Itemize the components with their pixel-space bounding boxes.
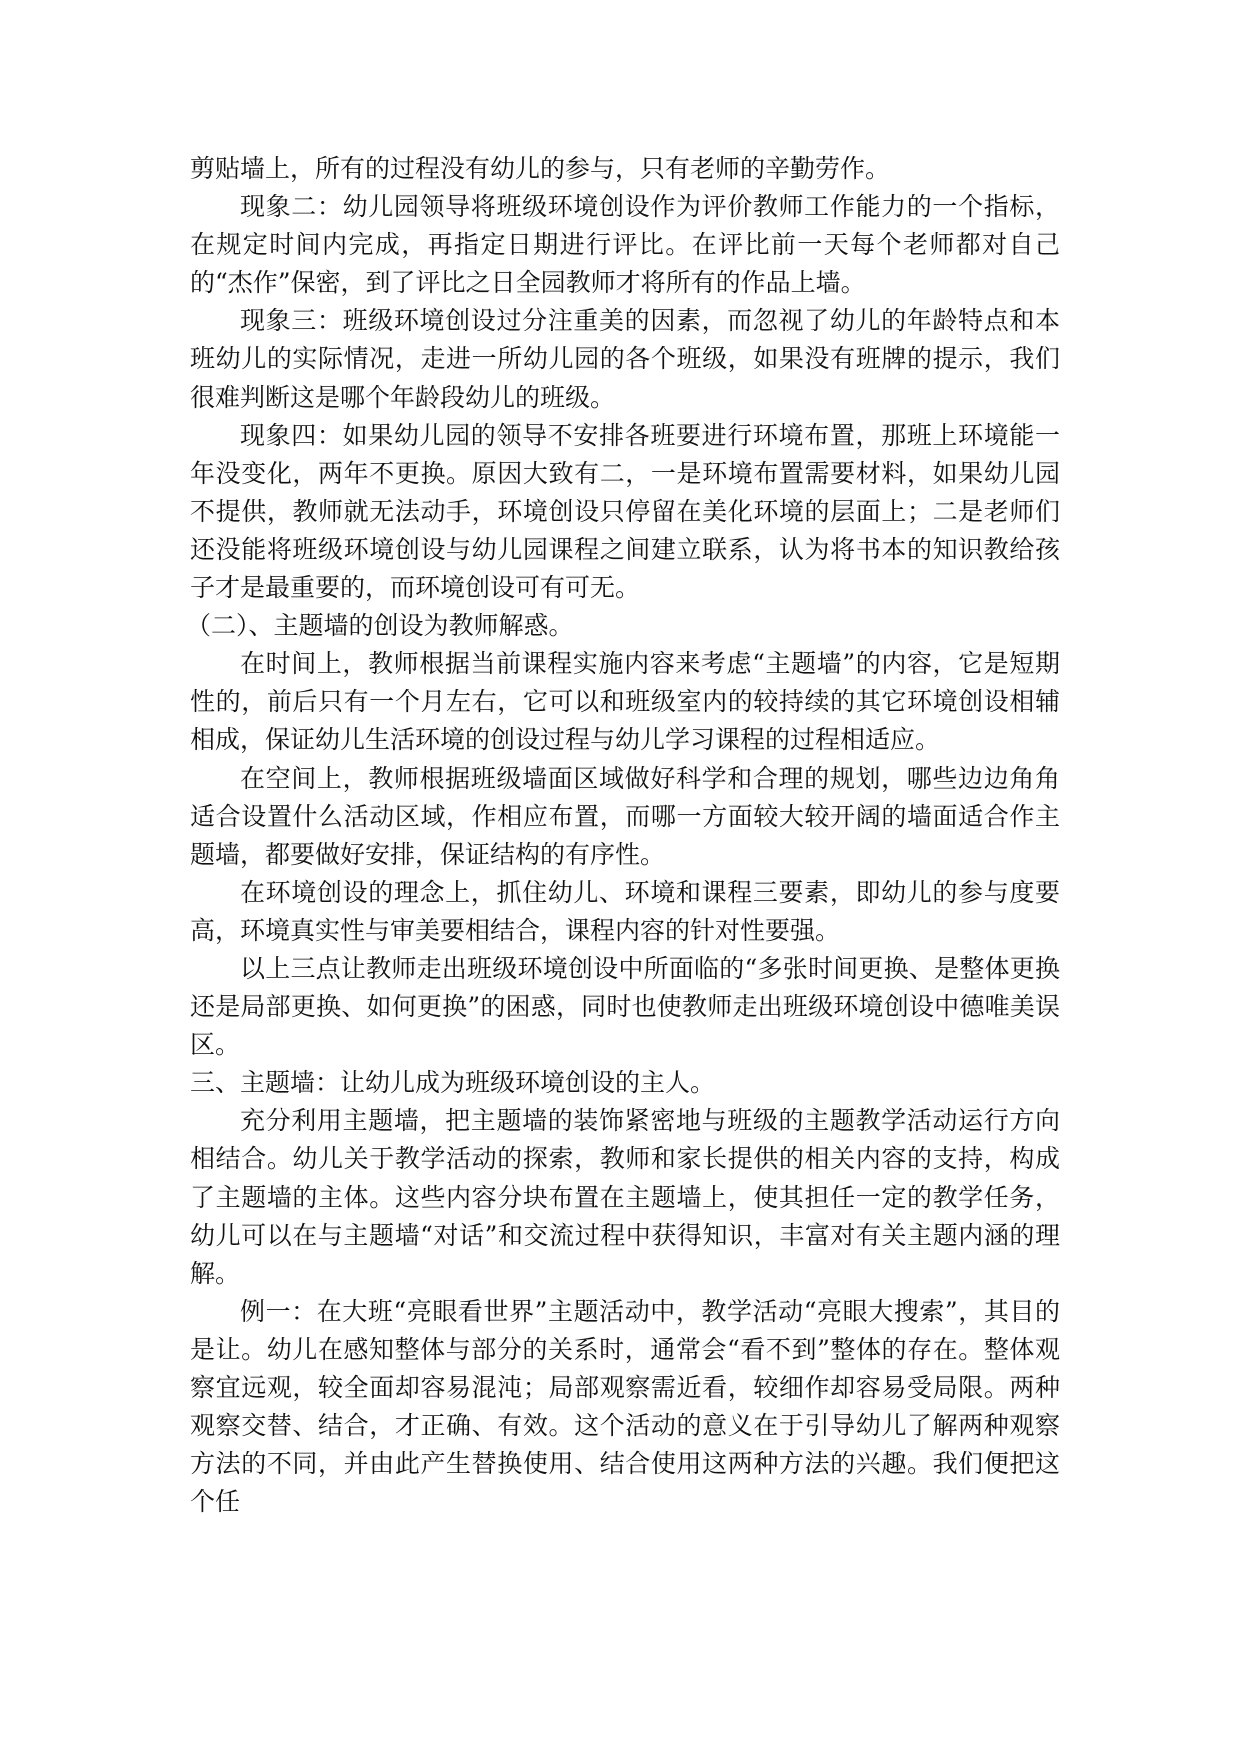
document-page [186,150,1060,1521]
paragraph-phenomenon-four: 现象四：如果幼儿园的领导不安排各班要进行环境布置，那班上环境能一年没变化，两年不更换。原因大致有二，一是环境布置需要材料，如果幼儿园不提供，教师就无法动手，环境创设只停留在美化环境的层面上；二是老师们还没能将班级环境创设与幼儿园课程之间建立联系，认为将书本的知识教给孩子才是最重要的，而环境创设可有可无。 [190,420,1060,603]
paragraph-example-one: 例一：在大班“亮眼看世界”主题活动中，教学活动“亮眼大搜索”，其目的是让。幼儿在感知整体与部分的关系时，通常会“看不到”整体的存在。整体观察宜远观，较全面却容易混沌；局部观察需近看，较细作却容易受局限。两种观察交替、结合，才正确、有效。这个活动的意义在于引导幼儿了解两种观察方法的不同，并由此产生替换使用、结合使用这两种方法的兴趣。我们便把这个任 [190,1296,1060,1517]
paragraph-continued: 剪贴墙上，所有的过程没有幼儿的参与，只有老师的辛勤劳作。 [190,154,891,183]
paragraph-phenomenon-two: 现象二：幼儿园领导将班级环境创设作为评价教师工作能力的一个指标，在规定时间内完成，再指定日期进行评比。在评比前一天每个老师都对自己的“杰作”保密，到了评比之日全园教师才将所有的作品上墙。 [190,192,1060,298]
section-heading-three: 三、主题墙：让幼儿成为班级环境创设的主人。 [190,1068,716,1098]
paragraph-phenomenon-three: 现象三：班级环境创设过分注重美的因素，而忽视了幼儿的年龄特点和本班幼儿的实际情况，走进一所幼儿园的各个班级，如果没有班牌的提示，我们很难判断这是哪个年龄段幼儿的班级。 [190,306,1060,412]
paragraph-space: 在空间上，教师根据班级墙面区域做好科学和合理的规划，哪些边边角角适合设置什么活动区域，作相应布置，而哪一方面较大较开阔的墙面适合作主题墙，都要做好安排，保证结构的有序性。 [190,763,1060,869]
section-heading-two: （二）、主题墙的创设为教师解惑。 [186,611,574,641]
paragraph-theme-wall: 充分利用主题墙，把主题墙的装饰紧密地与班级的主题教学活动运行方向相结合。幼儿关于教学活动的探索，教师和家长提供的相关内容的支持，构成了主题墙的主体。这些内容分块布置在主题墙上，使其担任一定的教学任务，幼儿可以在与主题墙“对话”和交流过程中获得知识，丰富对有关主题内涵的理解。 [190,1106,1060,1288]
paragraph-time: 在时间上，教师根据当前课程实施内容来考虑“主题墙”的内容，它是短期性的，前后只有一个月左右，它可以和班级室内的较持续的其它环境创设相辅相成，保证幼儿生活环境的创设过程与幼儿学习课程的过程相适应。 [190,649,1060,755]
paragraph-concept: 在环境创设的理念上，抓住幼儿、环境和课程三要素，即幼儿的参与度要高，环境真实性与审美要相结合，课程内容的针对性要强。 [190,877,1060,945]
paragraph-summary: 以上三点让教师走出班级环境创设中所面临的“多张时间更换、是整体更换还是局部更换、如何更换”的困惑，同时也使教师走出班级环境创设中德唯美误区。 [190,953,1060,1060]
